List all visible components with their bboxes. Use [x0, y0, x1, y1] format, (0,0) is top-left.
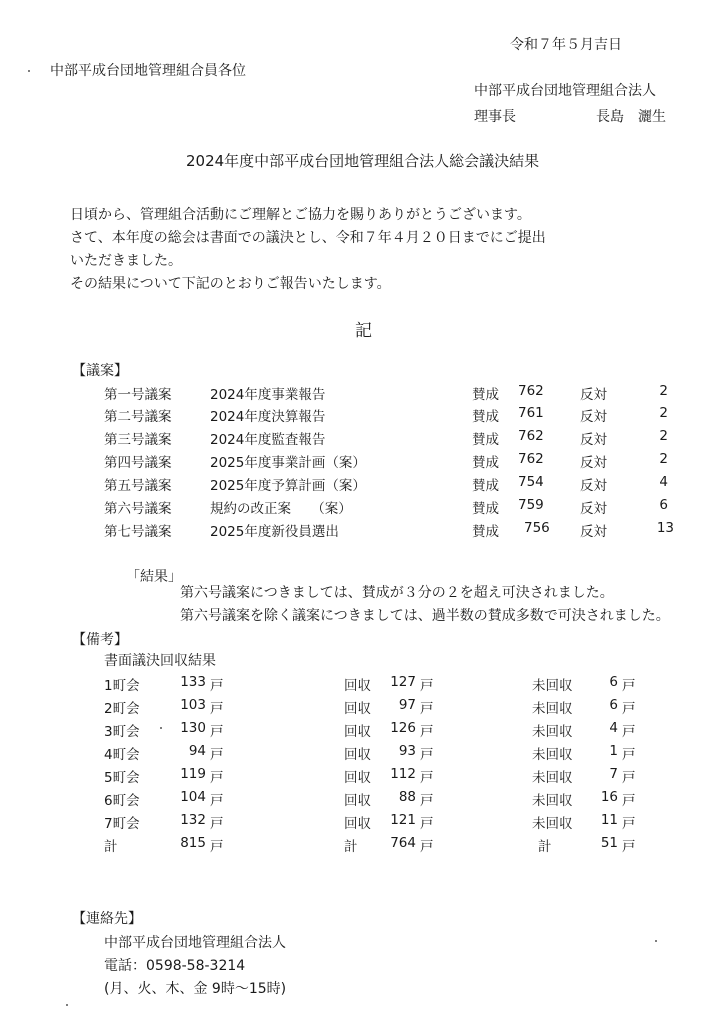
collected-label: 回収: [344, 701, 371, 717]
against-label: 反対: [580, 524, 607, 540]
scan-speck: [66, 1004, 68, 1006]
result-line-1: 第六号議案につきましては、賛成が３分の２を超え可決されました。: [180, 585, 614, 601]
collected-count: 121: [390, 812, 416, 828]
town-label: 7町会: [104, 816, 140, 832]
against-count: 2: [659, 405, 668, 421]
agenda-no: 第五号議案: [104, 478, 172, 494]
unit: 戸: [622, 724, 636, 740]
collected-label: 回収: [344, 793, 371, 809]
agenda-no: 第一号議案: [104, 387, 172, 403]
uncollected-count: 4: [609, 720, 618, 736]
town-label: 2町会: [104, 701, 140, 717]
collected-count: 126: [390, 720, 416, 736]
against-count: 2: [659, 383, 668, 399]
unit: 戸: [622, 770, 636, 786]
collected-label: 回収: [344, 724, 371, 740]
against-count: 4: [659, 474, 668, 490]
uncollected-label: 未回収: [532, 724, 573, 740]
collected-label: 回収: [344, 678, 371, 694]
unit: 戸: [622, 678, 636, 694]
agenda-name: 2024年度事業報告: [210, 387, 326, 403]
agenda-name: 2025年度新役員選出: [210, 524, 339, 540]
town-label: 1町会: [104, 678, 140, 694]
for-count: 762: [518, 383, 544, 399]
for-count: 759: [518, 497, 544, 513]
unit: 戸: [420, 816, 434, 832]
against-count: 13: [656, 520, 674, 536]
unit: 戸: [210, 747, 224, 763]
contact-hours: (月、火、木、金 9時～15時): [104, 981, 287, 997]
agenda-name: 2024年度監査報告: [210, 432, 326, 448]
contact-org: 中部平成台団地管理組合法人: [104, 935, 286, 951]
collected-count: 88: [398, 789, 416, 805]
total-households: 133: [180, 674, 206, 690]
for-label: 賛成: [472, 501, 499, 517]
uncollected-label: 未回収: [532, 747, 573, 763]
unit: 戸: [210, 816, 224, 832]
agenda-no: 第六号議案: [104, 501, 172, 517]
collected-count: 97: [398, 697, 416, 713]
scan-speck: [160, 727, 162, 729]
uncollected-count: 16: [600, 789, 618, 805]
scan-speck: [28, 70, 30, 72]
against-label: 反対: [580, 501, 607, 517]
contact-phone: 電話：0598-58-3214: [104, 958, 246, 974]
unit: 戸: [622, 701, 636, 717]
town-label: 5町会: [104, 770, 140, 786]
uncollected-label: 未回収: [532, 793, 573, 809]
for-label: 賛成: [472, 455, 499, 471]
agenda-no: 第四号議案: [104, 455, 172, 471]
agenda-heading: 【議案】: [72, 363, 128, 379]
sender-name: 長島 灑生: [596, 109, 666, 125]
uncollected-label: 未回収: [532, 770, 573, 786]
against-label: 反対: [580, 387, 607, 403]
unit: 戸: [210, 701, 224, 717]
body-line-1: 日頃から、管理組合活動にご理解とご協力を賜りありがとうございます。: [70, 207, 531, 223]
for-label: 賛成: [472, 409, 499, 425]
issue-date: 令和７年５月吉日: [510, 37, 622, 53]
town-total-label: 計: [104, 839, 118, 855]
uncollected-count: 11: [600, 812, 618, 828]
unit: 戸: [622, 747, 636, 763]
uncollected-label: 未回収: [532, 701, 573, 717]
uncollected-count: 6: [609, 674, 618, 690]
total-households: 104: [180, 789, 206, 805]
against-count: 2: [659, 428, 668, 444]
total-households: 130: [180, 720, 206, 736]
uncollected-total-label: 計: [538, 839, 552, 855]
remarks-heading: 【備考】: [72, 632, 128, 648]
unit: 戸: [420, 839, 434, 855]
town-label: 3町会: [104, 724, 140, 740]
body-line-4: その結果について下記のとおりご報告いたします。: [70, 276, 391, 292]
agenda-name: 2025年度事業計画（案）: [210, 455, 366, 471]
body-line-3: いただきました。: [70, 253, 182, 269]
addressee: 中部平成台団地管理組合員各位: [50, 63, 246, 79]
ki-label: 記: [355, 321, 372, 341]
agenda-no: 第三号議案: [104, 432, 172, 448]
agenda-name: 規約の改正案 （案）: [210, 501, 352, 517]
body-line-2: さて、本年度の総会は書面での議決とし、令和７年４月２０日までにご提出: [70, 230, 546, 246]
collected-label: 回収: [344, 770, 371, 786]
result-heading: 「結果」: [126, 569, 182, 585]
against-label: 反対: [580, 478, 607, 494]
collected-total-label: 計: [344, 839, 358, 855]
unit: 戸: [420, 747, 434, 763]
against-label: 反対: [580, 455, 607, 471]
uncollected-count: 6: [609, 697, 618, 713]
town-label: 6町会: [104, 793, 140, 809]
uncollected-count: 1: [609, 743, 618, 759]
against-label: 反対: [580, 409, 607, 425]
unit: 戸: [622, 793, 636, 809]
agenda-no: 第七号議案: [104, 524, 172, 540]
town-label: 4町会: [104, 747, 140, 763]
uncollected-label: 未回収: [532, 678, 573, 694]
sender-title: 理事長: [474, 109, 516, 125]
unit: 戸: [210, 839, 224, 855]
unit: 戸: [622, 816, 636, 832]
against-label: 反対: [580, 432, 607, 448]
for-count: 754: [518, 474, 544, 490]
unit: 戸: [210, 678, 224, 694]
unit: 戸: [210, 793, 224, 809]
scan-speck: [655, 940, 657, 942]
unit: 戸: [420, 701, 434, 717]
against-count: 2: [659, 451, 668, 467]
contact-heading: 【連絡先】: [72, 911, 142, 927]
sender-org: 中部平成台団地管理組合法人: [474, 83, 656, 99]
for-count: 762: [518, 428, 544, 444]
uncollected-count: 7: [609, 766, 618, 782]
remarks-subheading: 書面議決回収結果: [104, 653, 216, 669]
unit: 戸: [420, 793, 434, 809]
collected-count: 764: [390, 835, 416, 851]
for-count: 762: [518, 451, 544, 467]
total-households: 103: [180, 697, 206, 713]
for-count: 761: [518, 405, 544, 421]
unit: 戸: [622, 839, 636, 855]
collected-count: 112: [390, 766, 416, 782]
unit: 戸: [420, 770, 434, 786]
for-label: 賛成: [472, 478, 499, 494]
unit: 戸: [420, 724, 434, 740]
total-households: 132: [180, 812, 206, 828]
collected-label: 回収: [344, 747, 371, 763]
result-line-2: 第六号議案を除く議案につきましては、過半数の賛成多数で可決されました。: [180, 608, 670, 624]
for-label: 賛成: [472, 387, 499, 403]
unit: 戸: [420, 678, 434, 694]
collected-count: 127: [390, 674, 416, 690]
agenda-name: 2025年度予算計画（案）: [210, 478, 366, 494]
document-title: 2024年度中部平成台団地管理組合法人総会議決結果: [186, 152, 540, 170]
collected-count: 93: [398, 743, 416, 759]
total-households: 94: [188, 743, 206, 759]
uncollected-label: 未回収: [532, 816, 573, 832]
unit: 戸: [210, 770, 224, 786]
for-count: 756: [524, 520, 550, 536]
against-count: 6: [659, 497, 668, 513]
unit: 戸: [210, 724, 224, 740]
uncollected-count: 51: [600, 835, 618, 851]
agenda-name: 2024年度決算報告: [210, 409, 326, 425]
total-households: 119: [180, 766, 206, 782]
agenda-no: 第二号議案: [104, 409, 172, 425]
total-households: 815: [180, 835, 206, 851]
for-label: 賛成: [472, 432, 499, 448]
for-label: 賛成: [472, 524, 499, 540]
collected-label: 回収: [344, 816, 371, 832]
